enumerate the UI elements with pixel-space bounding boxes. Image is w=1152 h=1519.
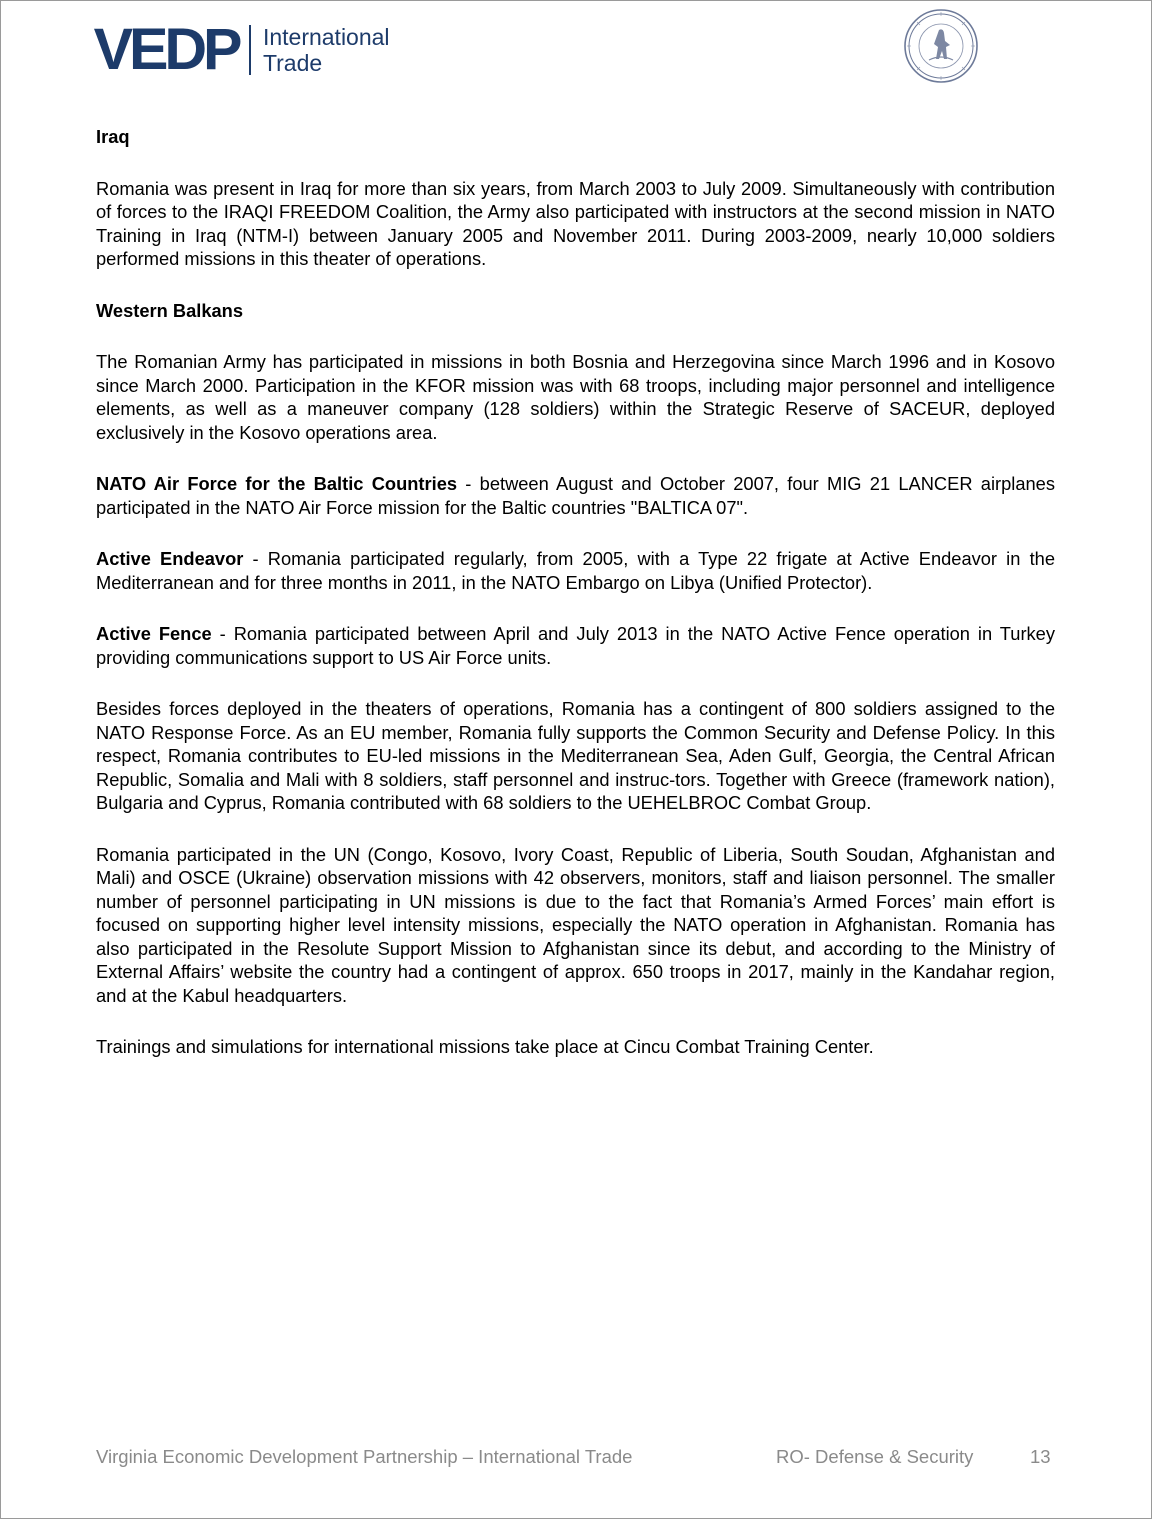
- paragraph-western-balkans: The Romanian Army has participated in missions in both Bosnia and Herzegovina since March 1996 and in Kosovo since March 2000. Participation in the KFOR mission was with 68 troops, including major personnel and intelligence elements, as well as a maneuver company (128 soldiers) within the Strategic Reserve of SACEUR, deployed exclusively in the Kosovo operations area.: [96, 351, 1055, 443]
- active-fence-text: - Romania participated between April and July 2013 in the NATO Active Fence operation in Turkey providing communications support to US Air Force units.: [96, 623, 1055, 668]
- paragraph-besides: Besides forces deployed in the theaters of operations, Romania has a contingent of 800 soldiers assigned to the NATO Response Force. As an EU member, Romania fully supports the Common Security and Defense Policy. In this respect, Romania contributes to EU-led missions in the Mediterranean Sea, Aden Gulf, Georgia, the Central African Republic, Somalia and Mali with 8 soldiers, staff personnel and instruc-tors. Together with Greece (framework nation), Bulgaria and Cyprus, Romania contributed with 68 soldiers to the UEHELBROC Combat Group.: [96, 698, 1055, 813]
- footer-page-number: 13: [1030, 1446, 1051, 1467]
- paragraph-iraq: Romania was present in Iraq for more than six years, from March 2003 to July 2009. Simultaneously with contribution of forces to the IRAQI FREEDOM Coalition, the Army also participated with instructors at the second mission in NATO Training in Iraq (NTM-I) between January 2005 and November 2011. During 2003-2009, nearly 10,000 soldiers performed missions in this theater of operations.: [96, 177, 1055, 269]
- logo-line-1: International: [262, 24, 390, 50]
- baltic-heading: NATO Air Force for the Baltic Countries: [96, 473, 458, 494]
- document-body: [96, 125, 1055, 1087]
- baltic-text: - between August and October 2007, four MIG 21 LANCER airplanes participated in the NATO Air Force mission for the Baltic countries "BALTICA 07".: [96, 473, 1055, 518]
- footer-organization: Virginia Economic Development Partnership – International Trade: [96, 1446, 633, 1467]
- paragraph-baltic: [96, 472, 1055, 519]
- vedp-logo: [93, 17, 390, 82]
- virginia-seal-icon: [903, 8, 979, 84]
- paragraph-active-endeavor: [96, 547, 1055, 594]
- logo-text: [263, 24, 390, 76]
- footer-document-title: RO- Defense & Security: [776, 1446, 974, 1467]
- active-endeavor-text: - Romania participated regularly, from 2005, with a Type 22 frigate at Active Endeavor in the Mediterranean and for three months in 2011, in the NATO Embargo on Libya (Unified Protector).: [96, 548, 1055, 593]
- paragraph-active-fence: [96, 622, 1055, 669]
- paragraph-trainings: [96, 1035, 1055, 1059]
- logo-line-2: Trade: [262, 50, 323, 76]
- logo-divider: [249, 25, 251, 75]
- trainings-text: Trainings and simulations for international missions take place at: [96, 1036, 624, 1057]
- logo-mark: VEDP: [93, 17, 239, 82]
- paragraph-un-missions: Romania participated in the UN (Congo, Kosovo, Ivory Coast, Republic of Liberia, South Soudan, Afghanistan and Mali) and OSCE (Ukraine) observation missions with 42 observers, monitors, staff and liaison personnel. The smaller number of personnel participating in UN missions is due to the fact that Romania’s Armed Forces’ main effort is focused on supporting higher level intensity missions, especially the NATO operation in Afghanistan. Romania has also participated in the Resolute Support Mission to Afghanistan since its debut, and according to the Ministry of External Affairs’ website the country had a contingent of approx. 650 troops in 2017, mainly in the Kandahar region, and at the Kabul headquarters.: [96, 843, 1055, 1006]
- active-endeavor-heading: Active Endeavor: [96, 548, 244, 569]
- section-heading-iraq: Iraq: [96, 126, 130, 147]
- section-heading-western-balkans: Western Balkans: [96, 299, 243, 321]
- active-fence-heading: Active Fence: [96, 623, 212, 644]
- trainings-place: Cincu Combat Training Center.: [623, 1036, 874, 1057]
